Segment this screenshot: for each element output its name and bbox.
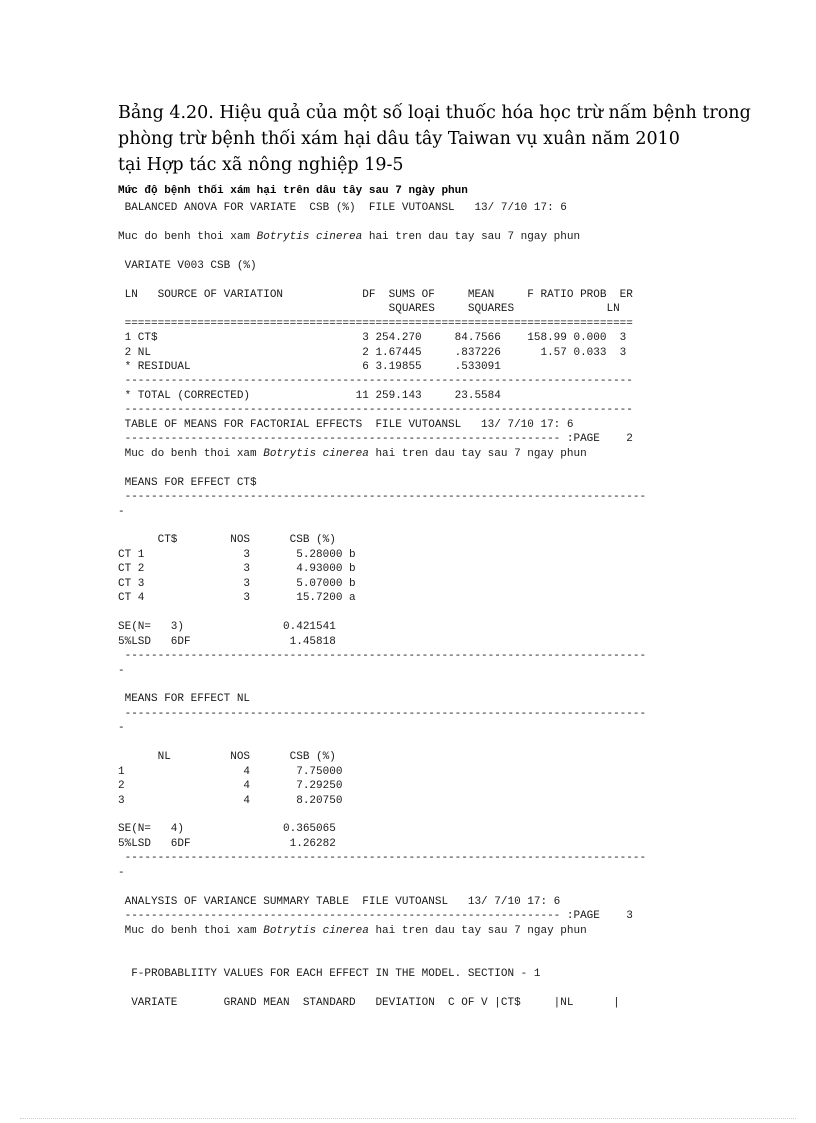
page-break-divider [20,1118,796,1119]
output-line: CT$ NOS CSB (%) [118,534,336,547]
anova-output [118,201,646,1010]
title-line-1: Bảng 4.20. Hiệu quả của một số loại thuốc hóa học trừ nấm bệnh trong [118,103,751,123]
output-line: ----------------------------------------------------------------------------- [118,404,633,417]
output-line: BALANCED ANOVA FOR VARIATE CSB (%) FILE VUTOANSL 13/ 7/10 17: 6 [118,202,567,214]
output-line: - [118,722,125,735]
output-line: CT 2 3 4.93000 b [118,563,356,576]
output-line: ----------------------------------------------------------------------------- [118,375,633,388]
output-line: ------------------------------------------------------------------------------- [118,707,647,720]
output-line: Muc do benh thoi xam Botrytis cinerea hai tren dau tay sau 7 ngay phun [118,230,581,243]
output-line: 5%LSD 6DF 1.45818 [118,635,336,648]
table-title [118,100,751,178]
output-line: ------------------------------------------------------------------ :PAGE 3 [118,910,633,923]
species-name: Botrytis cinerea [263,447,369,460]
output-line: * RESIDUAL 6 3.19855 .533091 [118,360,501,373]
output-line: 3 4 8.20750 [118,794,343,807]
output-line: Muc do benh thoi xam Botrytis cinerea hai tren dau tay sau 7 ngay phun [118,447,587,460]
output-line: ------------------------------------------------------------------------------- [118,491,647,504]
title-line-3: tại Hợp tác xã nông nghiệp 19-5 [118,155,404,175]
output-line: Muc do benh thoi xam Botrytis cinerea hai tren dau tay sau 7 ngay phun [118,924,587,937]
output-line: VARIATE V003 CSB (%) [118,259,257,272]
title-line-2: phòng trừ bệnh thối xám hại dâu tây Taiwan vụ xuân năm 2010 [118,129,680,149]
output-line: 2 4 7.29250 [118,780,343,793]
output-line: 1 CT$ 3 254.270 84.7566 158.99 0.000 3 [118,332,627,345]
output-line: MEANS FOR EFFECT CT$ [118,476,257,489]
output-line: F-PROBABLIITY VALUES FOR EACH EFFECT IN THE MODEL. SECTION - 1 [118,968,541,981]
output-line: - [118,505,125,518]
output-line: 2 NL 2 1.67445 .837226 1.57 0.033 3 [118,346,627,359]
subtitle: Mức độ bệnh thối xám hại trên dâu tây sau 7 ngày phun [118,185,468,197]
output-line: NL NOS CSB (%) [118,751,336,764]
output-line: CT 1 3 5.28000 b [118,548,356,561]
output-line: MEANS FOR EFFECT NL [118,693,251,706]
output-line: CT 3 3 5.07000 b [118,577,356,590]
output-line: ------------------------------------------------------------------------------- [118,852,647,865]
output-line: 1 4 7.75000 [118,765,343,778]
species-name: Botrytis cinerea [256,230,363,243]
output-line: - [118,866,125,879]
output-line: SQUARES SQUARES LN [118,303,620,316]
output-line: LN SOURCE OF VARIATION DF SUMS OF MEAN F RATIO PROB ER [118,288,633,301]
output-line: 5%LSD 6DF 1.26282 [118,837,336,850]
output-line: VARIATE GRAND MEAN STANDARD DEVIATION C OF V |CT$ |NL | [118,996,620,1009]
output-line: CT 4 3 15.7200 a [118,592,356,605]
species-name: Botrytis cinerea [263,924,369,937]
output-line: SE(N= 3) 0.421541 [118,621,336,634]
output-line: ============================================================================= [118,317,633,330]
output-line: ------------------------------------------------------------------------------- [118,650,647,663]
output-line: SE(N= 4) 0.365065 [118,823,336,836]
output-line: TABLE OF MEANS FOR FACTORIAL EFFECTS FILE VUTOANSL 13/ 7/10 17: 6 [118,418,574,431]
output-line: ------------------------------------------------------------------ :PAGE 2 [118,433,633,446]
output-line: - [118,664,125,677]
output-line: ANALYSIS OF VARIANCE SUMMARY TABLE FILE VUTOANSL 13/ 7/10 17: 6 [118,895,561,908]
output-line: * TOTAL (CORRECTED) 11 259.143 23.5584 [118,389,501,402]
